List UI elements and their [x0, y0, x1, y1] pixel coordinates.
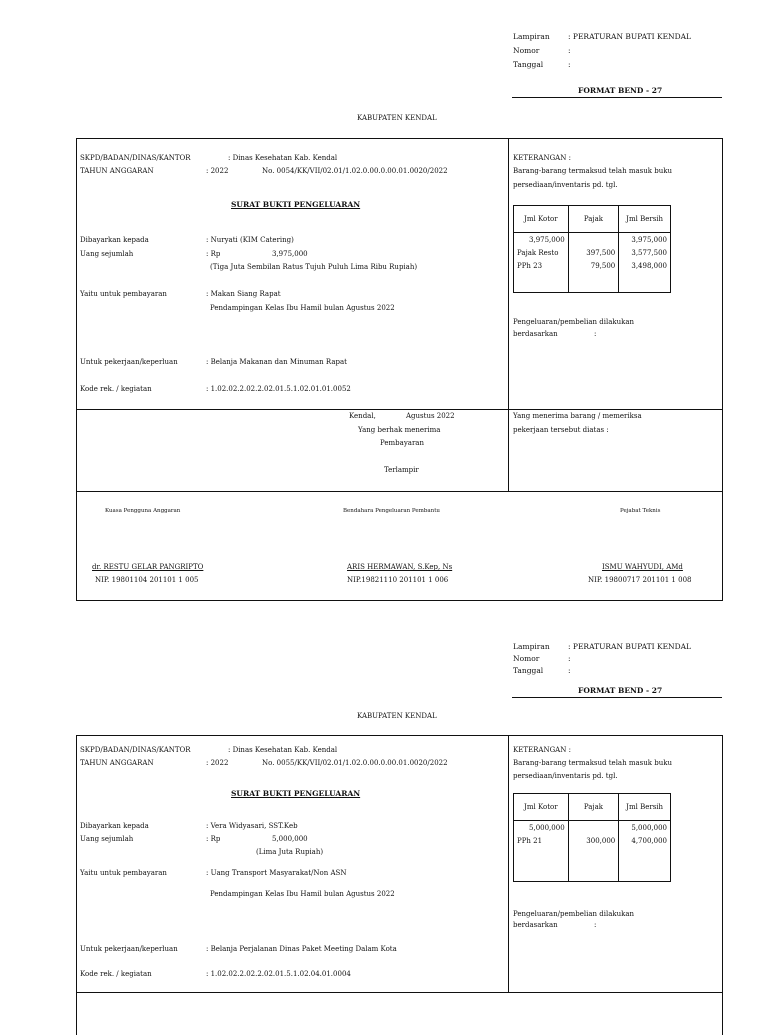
table-row: [514, 834, 671, 847]
tahun-value: : 2022: [206, 759, 229, 767]
form-title: SURAT BUKTI PENGELUARAN: [231, 200, 361, 209]
yaitu-value: : Makan Siang Rapat: [206, 290, 281, 298]
col-pajak: Pajak: [568, 794, 619, 821]
kode-value: : 1.02.02.2.02.2.02.01.5.1.02.04.01.0004: [206, 970, 351, 978]
penerima-line1: Yang berhak menerima: [358, 426, 441, 434]
lampiran-value: : PERATURAN BUPATI KENDAL: [568, 32, 692, 41]
pengeluaran-line1: Pengeluaran/pembelian dilakukan: [513, 318, 635, 326]
nomor-label: Nomor: [513, 654, 540, 663]
tax-table-header: [514, 206, 671, 233]
lampiran-value: : PERATURAN BUPATI KENDAL: [568, 642, 692, 651]
table-row-spacer: [514, 272, 671, 293]
cell-pajak: 397,500: [568, 246, 619, 259]
yaitu-detail: Pendampingan Kelas Ibu Hamil bulan Agustus 2022: [210, 890, 395, 898]
kode-label: Kode rek. / kegiatan: [80, 970, 152, 978]
signature-name-pejabat: ISMU WAHYUDI, AMd: [602, 563, 683, 571]
keterangan-line2: persediaan/inventaris pd. tgl.: [513, 181, 618, 189]
col-jml-bersih: Jml Bersih: [619, 206, 671, 233]
receiver-line2: pekerjaan tersebut diatas :: [513, 426, 609, 434]
terlampir: Terlampir: [384, 466, 419, 474]
cell-tax-label: PPh 23: [514, 259, 569, 272]
row-divider-1: [76, 409, 723, 410]
cell-bersih: 3,498,000: [619, 259, 671, 272]
terbilang: (Lima Juta Rupiah): [256, 848, 324, 856]
uang-amount: 5,000,000: [272, 835, 308, 843]
signature-nip-kpa: NIP. 19801104 201101 1 005: [95, 576, 199, 584]
document-number: No. 0054/KK/VII/02.01/1.02.0.00.0.00.01.0020/2022: [262, 167, 448, 175]
pengeluaran-line2: berdasarkan: [513, 330, 558, 338]
cell-kotor: 3,975,000: [514, 233, 569, 247]
untuk-label: Untuk pekerjaan/keperluan: [80, 945, 178, 953]
signature-nip-bendahara: NIP.19821110 201101 1 006: [347, 576, 449, 584]
col-jml-kotor: Jml Kotor: [514, 206, 569, 233]
yaitu-label: Yaitu untuk pembayaran: [80, 290, 167, 298]
kode-label: Kode rek. / kegiatan: [80, 385, 152, 393]
col-pajak: Pajak: [568, 206, 619, 233]
keterangan-line1: Barang-barang termaksud telah masuk buku: [513, 759, 672, 767]
keterangan-title: KETERANGAN :: [513, 154, 571, 162]
lampiran-label: Lampiran: [513, 32, 550, 41]
row-divider-1: [76, 992, 723, 993]
untuk-value: : Belanja Perjalanan Dinas Paket Meeting Dalam Kota: [206, 945, 397, 953]
pengeluaran-line1: Pengeluaran/pembelian dilakukan: [513, 910, 635, 918]
cell-bersih: 3,975,000: [619, 233, 671, 247]
yaitu-detail: Pendampingan Kelas Ibu Hamil bulan Agustus 2022: [210, 304, 395, 312]
dibayarkan-value: : Vera Widyasari, SST.Keb: [206, 822, 298, 830]
signature-name-bendahara: ARIS HERMAWAN, S.Kep, Ns: [347, 563, 453, 571]
uang-label: Uang sejumlah: [80, 250, 134, 258]
pengeluaran-line2: berdasarkan: [513, 921, 558, 929]
dibayarkan-label: Dibayarkan kepada: [80, 822, 149, 830]
nomor-value: :: [568, 46, 571, 55]
cell-tax-label: Pajak Resto: [514, 246, 569, 259]
keterangan-line1: Barang-barang termaksud telah masuk buku: [513, 167, 672, 175]
header-rule: [512, 97, 722, 98]
cell-pajak: 79,500: [568, 259, 619, 272]
format-label: FORMAT BEND - 27: [578, 686, 663, 695]
penerima-line2: Pembayaran: [380, 439, 424, 447]
uang-rp: : Rp: [206, 250, 221, 258]
form-frame: [76, 735, 723, 1035]
tax-table: [513, 793, 671, 882]
col-jml-kotor: Jml Kotor: [514, 794, 569, 821]
col-jml-bersih: Jml Bersih: [619, 794, 671, 821]
cell-bersih: 4,700,000: [619, 834, 671, 847]
signature-nip-pejabat: NIP. 19800717 201101 1 008: [588, 576, 692, 584]
cell-bersih: 3,577,500: [619, 246, 671, 259]
untuk-value: : Belanja Makanan dan Minuman Rapat: [206, 358, 347, 366]
format-label: FORMAT BEND - 27: [578, 86, 663, 95]
nomor-value: :: [568, 654, 571, 663]
skpd-value: : Dinas Kesehatan Kab. Kendal: [228, 746, 338, 754]
skpd-label: SKPD/BADAN/DINAS/KANTOR: [80, 154, 191, 162]
uang-label: Uang sejumlah: [80, 835, 134, 843]
table-row: [514, 233, 671, 247]
table-row-spacer: [514, 847, 671, 882]
signature-role-pejabat: Pejabat Teknis: [620, 508, 661, 514]
header-rule: [512, 697, 722, 698]
dibayarkan-value: : Nuryati (KIM Catering): [206, 236, 294, 244]
keterangan-line2: persediaan/inventaris pd. tgl.: [513, 772, 618, 780]
pengeluaran-colon: :: [594, 330, 597, 338]
kode-value: : 1.02.02.2.02.2.02.01.5.1.02.01.01.0052: [206, 385, 351, 393]
cell-pajak: [568, 821, 619, 835]
signature-role-bendahara: Bendahara Pengeluaran Pembantu: [343, 508, 440, 514]
tahun-label: TAHUN ANGGARAN: [80, 167, 154, 175]
pengeluaran-colon: :: [594, 921, 597, 929]
table-row: [514, 246, 671, 259]
tahun-value: : 2022: [206, 167, 229, 175]
tahun-label: TAHUN ANGGARAN: [80, 759, 154, 767]
uang-amount: 3,975,000: [272, 250, 308, 258]
document-number: No. 0055/KK/VII/02.01/1.02.0.00.0.00.01.0020/2022: [262, 759, 448, 767]
tanggal-label: Tanggal: [513, 666, 544, 675]
nomor-label: Nomor: [513, 46, 540, 55]
tanggal-label: Tanggal: [513, 60, 544, 69]
yaitu-value: : Uang Transport Masyarakat/Non ASN: [206, 869, 347, 877]
table-row: [514, 259, 671, 272]
kabupaten-title: KABUPATEN KENDAL: [357, 114, 437, 122]
terbilang: (Tiga Juta Sembilan Ratus Tujuh Puluh Lima Ribu Rupiah): [210, 263, 418, 271]
form-title: SURAT BUKTI PENGELUARAN: [231, 789, 361, 798]
kendal-place: Kendal,: [349, 412, 376, 420]
table-row: [514, 821, 671, 835]
untuk-label: Untuk pekerjaan/keperluan: [80, 358, 178, 366]
skpd-value: : Dinas Kesehatan Kab. Kendal: [228, 154, 338, 162]
row-divider-2: [76, 491, 723, 492]
tanggal-value: :: [568, 60, 571, 69]
cell-pajak: 300,000: [568, 834, 619, 847]
cell-bersih: 5,000,000: [619, 821, 671, 835]
keterangan-title: KETERANGAN :: [513, 746, 571, 754]
cell-pajak: [568, 233, 619, 247]
receiver-line1: Yang menerima barang / memeriksa: [513, 412, 642, 420]
kendal-date: Agustus 2022: [406, 412, 455, 420]
skpd-label: SKPD/BADAN/DINAS/KANTOR: [80, 746, 191, 754]
tanggal-value: :: [568, 666, 571, 675]
dibayarkan-label: Dibayarkan kepada: [80, 236, 149, 244]
column-divider: [508, 138, 509, 491]
uang-rp: : Rp: [206, 835, 221, 843]
column-divider: [508, 735, 509, 992]
signature-name-kpa: dr. RESTU GELAR PANGRIPTO: [92, 563, 204, 571]
signature-role-kpa: Kuasa Pengguna Anggaran: [105, 508, 181, 514]
tax-table: [513, 205, 671, 293]
cell-kotor: 5,000,000: [514, 821, 569, 835]
kabupaten-title: KABUPATEN KENDAL: [357, 712, 437, 720]
cell-tax-label: PPh 21: [514, 834, 569, 847]
yaitu-label: Yaitu untuk pembayaran: [80, 869, 167, 877]
tax-table-header: [514, 794, 671, 821]
lampiran-label: Lampiran: [513, 642, 550, 651]
